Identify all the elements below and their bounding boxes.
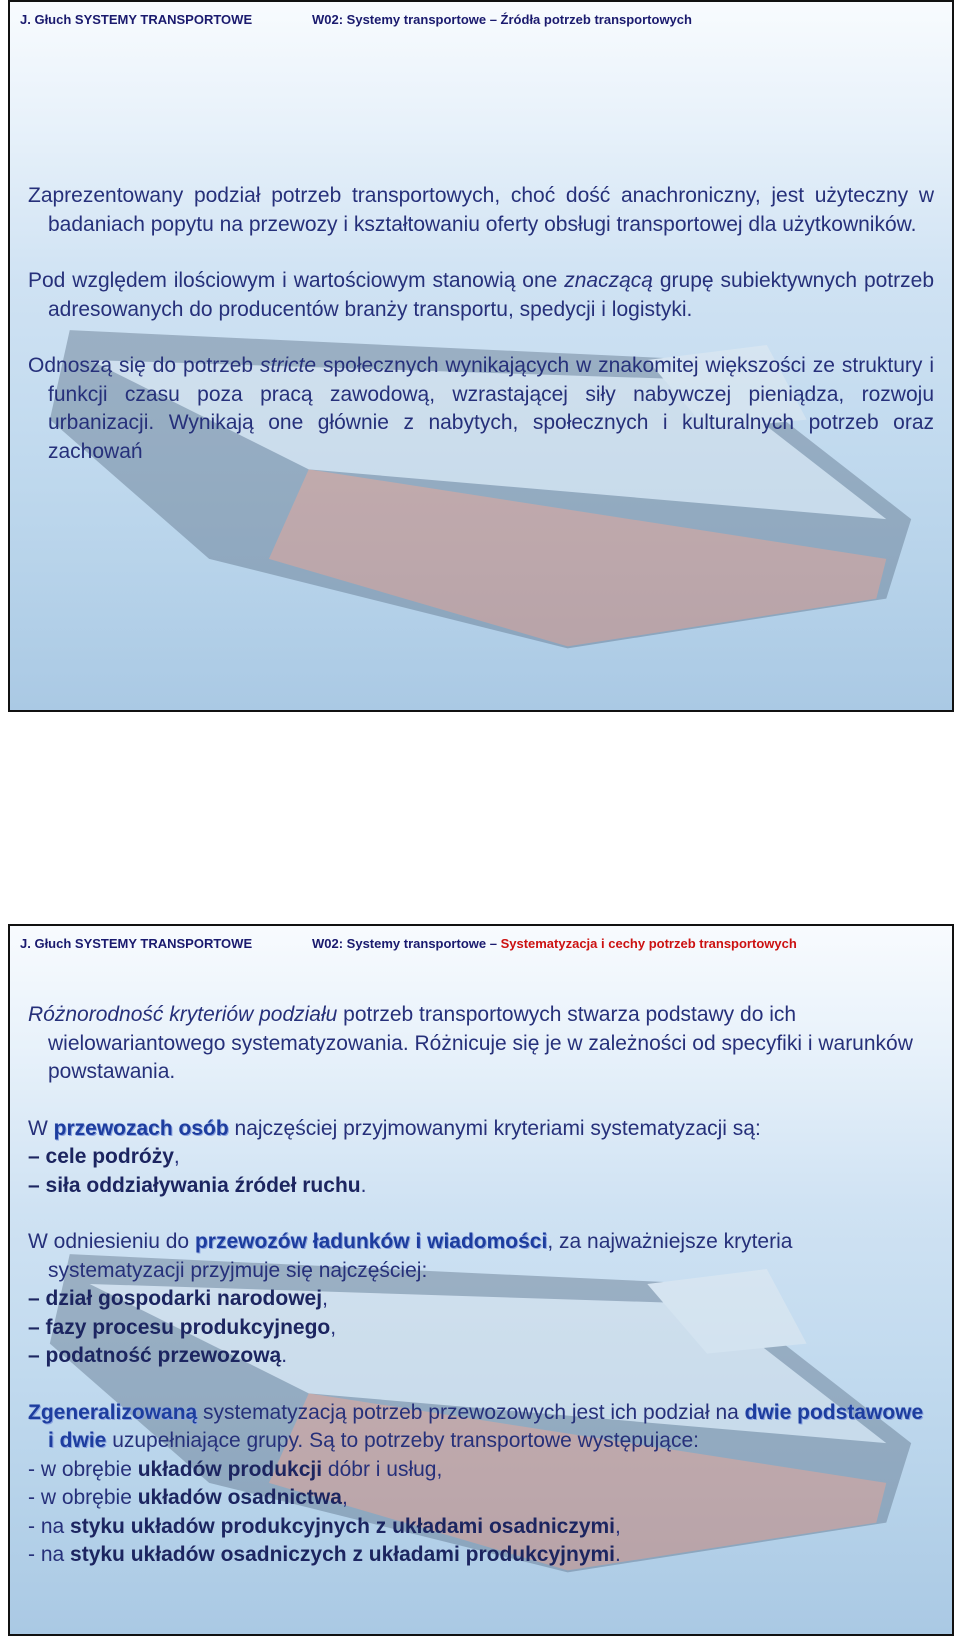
slide-1 xyxy=(8,0,954,712)
slide-header xyxy=(20,8,942,30)
emphasis-text: stricte xyxy=(260,354,317,377)
header-author: J. Głuch SYSTEMY TRANSPORTOWE xyxy=(20,12,253,27)
list-item-suffix: dóbr i usług, xyxy=(322,1457,443,1481)
paragraph-2 xyxy=(28,1115,934,1201)
list-item-end: , xyxy=(173,1145,180,1168)
text: społecznych wynikających w znakomitej większości ze struktury i funkcji czasu poza pracą zawodową, wzrastającej siły nabywczej pieniądza, rozwoju urbanizacji. Wynikają one głównie z nabytych, społecznych i kulturalnych potrzeb oraz zachowań xyxy=(48,354,934,463)
list-item-end: . xyxy=(360,1173,367,1197)
list-item-end: , xyxy=(322,1287,328,1310)
emphasis-text: Różnorodność kryteriów podziału xyxy=(28,1003,338,1026)
highlight-text: przewozów ładunków i wiadomości xyxy=(194,1230,548,1253)
list-item xyxy=(28,1285,934,1314)
header-title-topic: Systematyzacja i cechy potrzeb transportowych xyxy=(500,936,797,951)
header-author: J. Głuch SYSTEMY TRANSPORTOWE xyxy=(20,936,253,951)
text: W xyxy=(28,1116,54,1140)
dash: – xyxy=(28,1145,40,1168)
list-item-suffix: , xyxy=(341,1486,348,1509)
dash: – xyxy=(28,1173,40,1197)
list-item-text: dział gospodarki narodowej xyxy=(39,1287,323,1310)
list-item-text: cele podróży xyxy=(39,1145,174,1168)
slide-body xyxy=(28,182,934,494)
slide-body xyxy=(28,1001,934,1598)
list-item-suffix: , xyxy=(615,1514,621,1538)
dash: – xyxy=(28,1287,40,1310)
list-item-bold: styku układów osadniczych z układami produkcyjnymi xyxy=(70,1543,616,1566)
header-title xyxy=(312,936,797,951)
list-item-prefix: - w obrębie xyxy=(28,1457,138,1481)
list-item xyxy=(28,1314,934,1343)
text: , za najważniejsze kryteria systematyzacji przyjmuje się najczęściej: xyxy=(48,1230,793,1282)
paragraph-3 xyxy=(28,1228,934,1371)
list-item-end: . xyxy=(281,1344,288,1367)
list-item xyxy=(28,1342,934,1371)
list-item xyxy=(28,1484,934,1513)
text: W odniesieniu do xyxy=(28,1230,195,1253)
highlight-text: dwie podstawowe i dwie xyxy=(48,1400,924,1452)
list-item-text: siła oddziaływania źródeł ruchu xyxy=(39,1173,361,1197)
list-item xyxy=(28,1541,934,1570)
slide-2 xyxy=(8,924,954,1636)
paragraph-1 xyxy=(28,1001,934,1087)
text: Pod względem ilościowym i wartościowym stanowią one xyxy=(28,269,565,292)
slide-header xyxy=(20,932,942,954)
paragraph-4 xyxy=(28,1399,934,1570)
dash: – xyxy=(28,1315,40,1339)
list-item-bold: układów osadnictwa xyxy=(137,1486,342,1509)
list-item-end: , xyxy=(330,1315,337,1339)
list-item-bold: układów produkcji xyxy=(137,1457,323,1481)
text: systematyzacją potrzeb przewozowych jest ich podział na xyxy=(197,1400,745,1424)
text: uzupełniające grupy. Są to potrzeby transportowe występujące: xyxy=(106,1429,699,1452)
dash: – xyxy=(28,1344,40,1367)
header-title: W02: Systemy transportowe – Źródła potrzeb transportowych xyxy=(312,12,692,27)
list-item-prefix: - na xyxy=(28,1514,71,1538)
text: Odnoszą się do potrzeb xyxy=(28,354,261,377)
paragraph-2 xyxy=(28,267,934,324)
paragraph-1: Zaprezentowany podział potrzeb transportowych, choć dość anachroniczny, jest użyteczny w badaniach popytu na przewozy i kształtowaniu oferty obsługi transportowej dla użytkowników. xyxy=(28,184,934,236)
paragraph-3 xyxy=(28,352,934,466)
list-item-prefix: - na xyxy=(28,1543,71,1566)
list-item-prefix: - w obrębie xyxy=(28,1486,138,1509)
text: grupę subiektywnych potrzeb adresowanych do producentów branży transportu, spedycji i logistyki. xyxy=(48,269,934,321)
text: potrzeb transportowych stwarza podstawy do ich wielowariantowego systematyzowania. Różnicuje się je w zależności od specyfiki i warunków powstawania. xyxy=(48,1003,913,1083)
list-item xyxy=(28,1143,934,1172)
list-item-text: podatność przewozową xyxy=(39,1344,282,1367)
text: najczęściej przyjmowanymi kryteriami systematyzacji są: xyxy=(228,1116,761,1140)
highlight-text: Zgeneralizowaną xyxy=(28,1400,198,1424)
list-item-suffix: . xyxy=(615,1543,621,1566)
list-item-text: fazy procesu produkcyjnego xyxy=(39,1315,331,1339)
list-item-bold: styku układów produkcyjnych z układami osadniczymi xyxy=(70,1514,616,1538)
highlight-text: przewozach osób xyxy=(53,1116,229,1140)
list-item xyxy=(28,1456,934,1485)
list-item xyxy=(28,1513,934,1542)
header-title-main: W02: Systemy transportowe – xyxy=(312,936,501,951)
list-item xyxy=(28,1172,934,1201)
emphasis-text: znaczącą xyxy=(564,269,653,292)
